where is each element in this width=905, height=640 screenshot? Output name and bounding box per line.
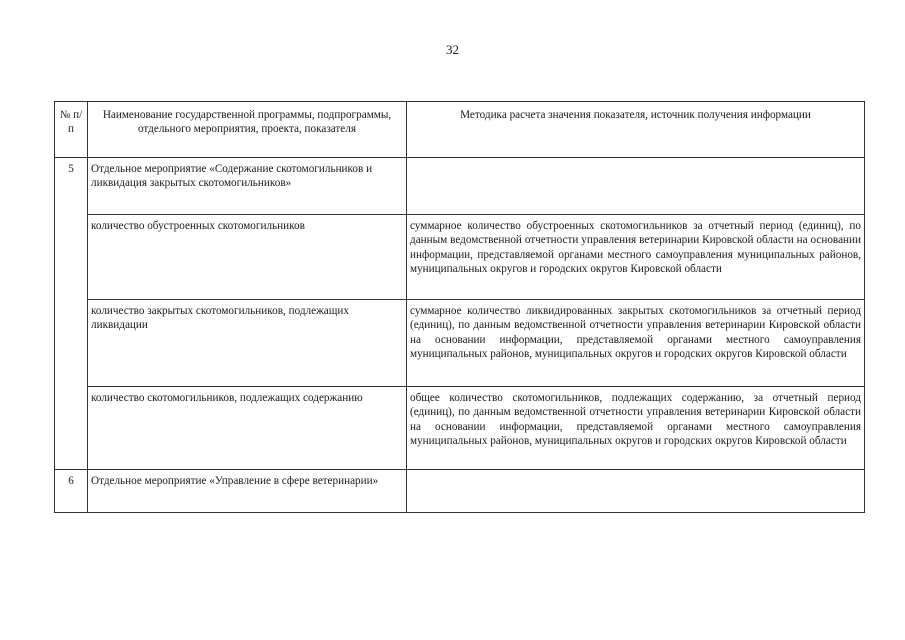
table-row	[55, 470, 865, 513]
row-number	[55, 215, 88, 300]
row-name: Отдельное мероприятие «Управление в сфере ветеринарии»	[88, 470, 407, 513]
table-row	[55, 300, 865, 387]
header-num: № п/п	[55, 102, 88, 158]
row-number: 5	[55, 158, 88, 215]
row-name: количество скотомогильников, подлежащих содержанию	[88, 387, 407, 470]
row-method	[407, 470, 865, 513]
table-row	[55, 215, 865, 300]
row-method: общее количество скотомогильников, подлежащих содержанию, за отчетный период (единиц), по данным ведомственной отчетности управления ветеринарии Кировской области на основании информации, представляемой органами местного самоуправления муниципальных районов, муниципальных округов и городских округов Кировской области	[407, 387, 865, 470]
header-method: Методика расчета значения показателя, источник получения информации	[407, 102, 865, 158]
row-name: количество обустроенных скотомогильников	[88, 215, 407, 300]
row-method	[407, 158, 865, 215]
page-number: 32	[446, 42, 459, 57]
row-method: суммарное количество ликвидированных закрытых скотомогильников за отчетный период (единиц), по данным ведомственной отчетности управления ветеринарии Кировской области на основании информации, представляемой органами местного самоуправления муниципальных районов, муниципальных округов и городских округов Кировской области	[407, 300, 865, 387]
header-name: Наименование государственной программы, подпрограммы, отдельного мероприятия, проекта, показателя	[88, 102, 407, 158]
row-number: 6	[55, 470, 88, 513]
table-row	[55, 158, 865, 215]
row-name: Отдельное мероприятие «Содержание скотомогильников и ликвидация закрытых скотомогильников»	[88, 158, 407, 215]
table-header-row	[55, 102, 865, 158]
row-method: суммарное количество обустроенных скотомогильников за отчетный период (единиц), по данным ведомственной отчетности управления ветеринарии Кировской области на основании информации, представляемой органами местного самоуправления муниципальных районов, муниципальных округов и городских округов Кировской области	[407, 215, 865, 300]
row-number	[55, 387, 88, 470]
row-name: количество закрытых скотомогильников, подлежащих ликвидации	[88, 300, 407, 387]
table-row	[55, 387, 865, 470]
indicator-table	[54, 101, 865, 513]
row-number	[55, 300, 88, 387]
